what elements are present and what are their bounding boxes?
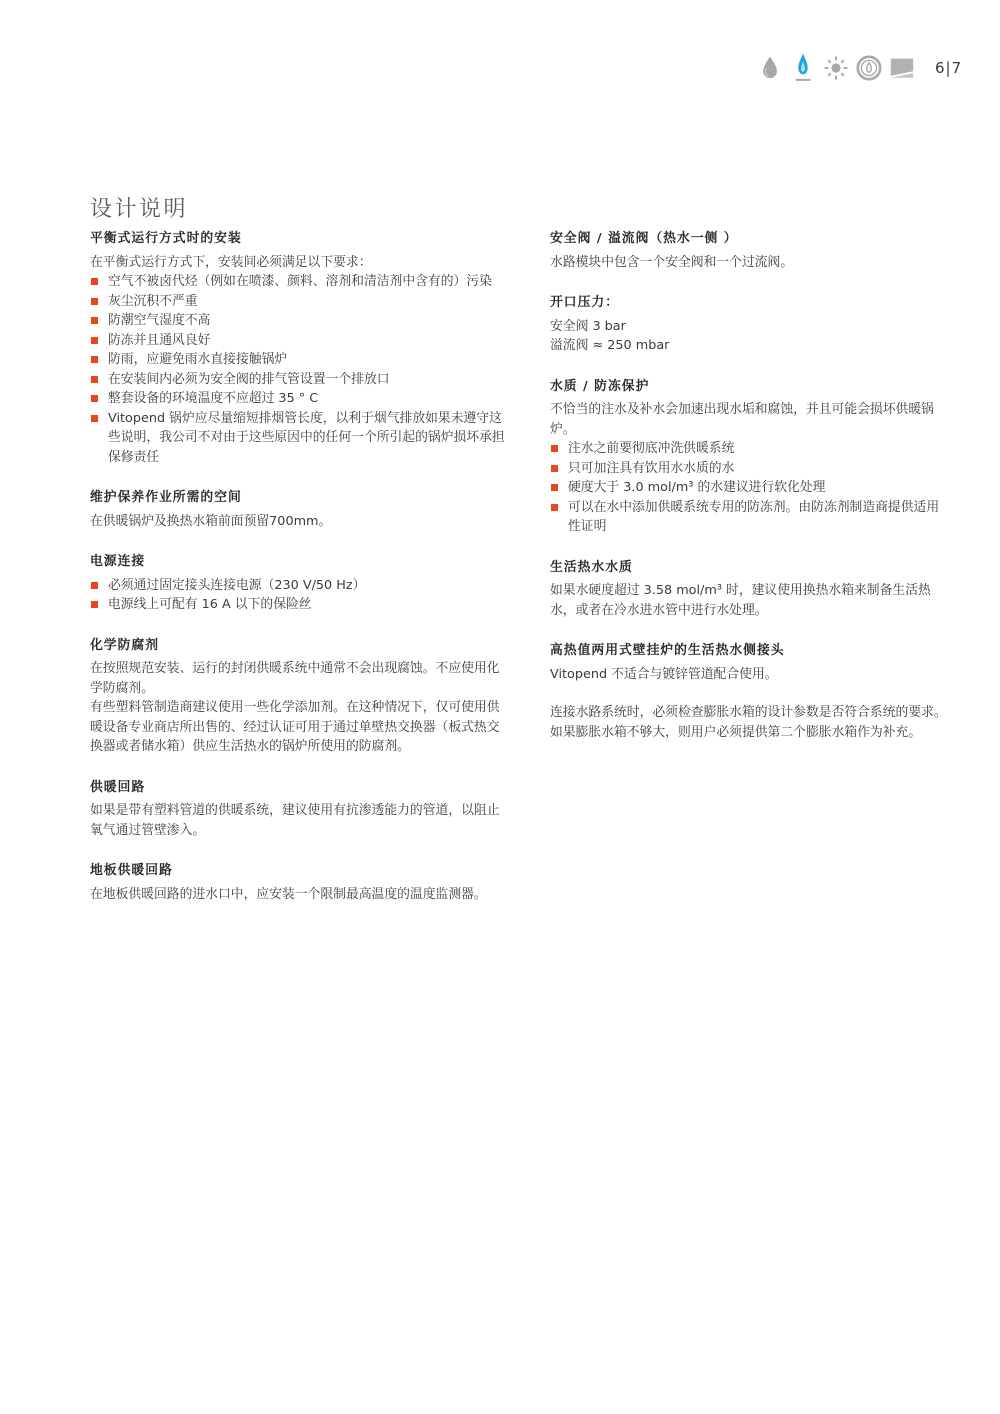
paragraph: 有些塑料管制造商建议使用一些化学添加剂。在这种情况下，仅可使用供暖设备专业商店所出售的、经过认证可用于通过单壁热交换器（板式热交换器或者储水箱）供应生活热水的锅炉所使用的防腐剂。 (90, 700, 500, 754)
section-heading: 高热值两用式壁挂炉的生活热水侧接头 (550, 643, 785, 658)
bullet-text: 注水之前要彻底冲洗供暖系统 (568, 441, 735, 456)
bullet-text: 在安装间内必须为安全阀的排气管设置一个排放口 (108, 371, 390, 387)
section-heading: 供暖回路 (90, 779, 146, 795)
section-heading: 维护保养作业所需的空间 (90, 490, 242, 505)
bullet-text: 必须通过固定接头连接电源（230 V/50 Hz） (108, 577, 366, 593)
section-heading: 地板供暖回路 (90, 863, 173, 878)
bullet-item (550, 459, 948, 479)
bullet-square-icon (91, 415, 98, 422)
bullet-square-icon (91, 601, 98, 608)
bullet-item (90, 311, 510, 331)
bullet-square-icon (91, 376, 98, 383)
bullet-item (90, 576, 510, 596)
paragraph: Vitopend 不适合与镀锌管道配合使用。 (550, 666, 778, 682)
bullet-text: 整套设备的环境温度不应超过 35 ° C (108, 391, 319, 406)
bullet-text: Vitopend 锅炉应尽量缩短排烟管长度，以利于烟气排放如果未遵守这些说明，我公司不对由于这些原因中的任何一个所引起的锅炉损坏承担保修责任 (108, 410, 505, 465)
bullet-text: 防雨，应避免雨水直接接触锅炉 (108, 352, 288, 367)
paragraph: 溢流阀 ≈ 250 mbar (550, 338, 670, 353)
paragraph: 不恰当的注水及补水会加速出现水垢和腐蚀，并且可能会损坏供暖锅炉。 (550, 402, 934, 437)
bullet-text: 电源线上可配有 16 A 以下的保险丝 (108, 597, 312, 612)
bullet-item (550, 439, 948, 459)
bullet-item (90, 370, 510, 390)
bullet-text: 空气不被卤代烃（例如在喷漆、颜料、溶剂和清洁剂中含有的）污染 (108, 274, 492, 289)
bullet-item (90, 292, 510, 312)
water-drop-icon (756, 52, 784, 84)
bullet-square-icon (91, 395, 98, 402)
bullet-square-icon (91, 278, 98, 285)
section-heading: 开口压力： (550, 295, 619, 310)
bullet-text: 灰尘沉积不严重 (108, 293, 198, 309)
bullet-item (550, 478, 948, 498)
paragraph: 在供暖锅炉及换热水箱前面预留700mm。 (90, 513, 332, 529)
paragraph: 如果是带有塑料管道的供暖系统，建议使用有抗渗透能力的管道，以阻止氧气通过管壁渗入。 (90, 803, 500, 838)
header-icon-strip (756, 52, 962, 84)
burner-circle-icon (855, 52, 883, 84)
bullet-item (550, 498, 948, 537)
section-heading: 化学防腐剂 (90, 637, 159, 653)
bullet-square-icon (91, 298, 98, 305)
bullet-square-icon (551, 504, 558, 511)
section-heading: 电源连接 (90, 554, 146, 569)
bullet-item (90, 389, 510, 409)
bullet-square-icon (91, 337, 98, 344)
gas-flame-icon (789, 52, 817, 84)
bullet-square-icon (91, 356, 98, 363)
bullet-square-icon (551, 445, 558, 452)
bullet-item (90, 350, 510, 370)
section-heading: 平衡式运行方式时的安装 (90, 231, 242, 246)
page-title: 设计说明 (90, 197, 189, 222)
bullet-item (90, 272, 510, 292)
bullet-item (90, 331, 510, 351)
paragraph: 在按照规范安装、运行的封闭供暖系统中通常不会出现腐蚀。不应使用化学防腐剂。 (90, 661, 500, 696)
section-heading: 水质 / 防冻保护 (550, 378, 650, 394)
left-column (90, 229, 510, 904)
bullet-square-icon (91, 317, 98, 324)
section-heading: 生活热水水质 (550, 559, 633, 575)
page-number: 6|7 (935, 59, 963, 77)
paragraph: 在平衡式运行方式下，安装间必须满足以下要求： (90, 254, 372, 270)
bullet-square-icon (551, 484, 558, 491)
paragraph: 水路模块中包含一个安全阀和一个过流阀。 (550, 254, 794, 270)
section-heading: 安全阀 / 溢流阀（热水一侧 ） (550, 231, 738, 246)
paragraph: 安全阀 3 bar (550, 318, 626, 334)
paragraph: 在地板供暖回路的进水口中，应安装一个限制最高温度的温度监测器。 (90, 886, 487, 902)
bullet-text: 硬度大于 3.0 mol/m³ 的水建议进行软化处理 (568, 480, 826, 495)
bullet-square-icon (551, 465, 558, 472)
right-column (550, 229, 948, 904)
bullet-text: 防潮空气湿度不高 (108, 313, 211, 328)
bullet-text: 可以在水中添加供暖系统专用的防冻剂。由防冻剂制造商提供适用性证明 (568, 499, 940, 534)
bullet-text: 防冻并且通风良好 (108, 332, 211, 348)
sun-icon (822, 52, 850, 84)
solid-fuel-panel-icon (888, 52, 916, 84)
document-body (90, 229, 948, 904)
paragraph: 如果水硬度超过 3.58 mol/m³ 时，建议使用换热水箱来制备生活热水，或者在冷水进水管中进行水处理。 (550, 583, 931, 618)
bullet-item (90, 595, 510, 615)
bullet-text: 只可加注具有饮用水水质的水 (568, 460, 735, 476)
bullet-item (90, 409, 510, 468)
paragraph: 连接水路系统时，必须检查膨胀水箱的设计参数是否符合系统的要求。如果膨胀水箱不够大，则用户必须提供第二个膨胀水箱作为补充。 (550, 705, 947, 740)
bullet-square-icon (91, 582, 98, 589)
